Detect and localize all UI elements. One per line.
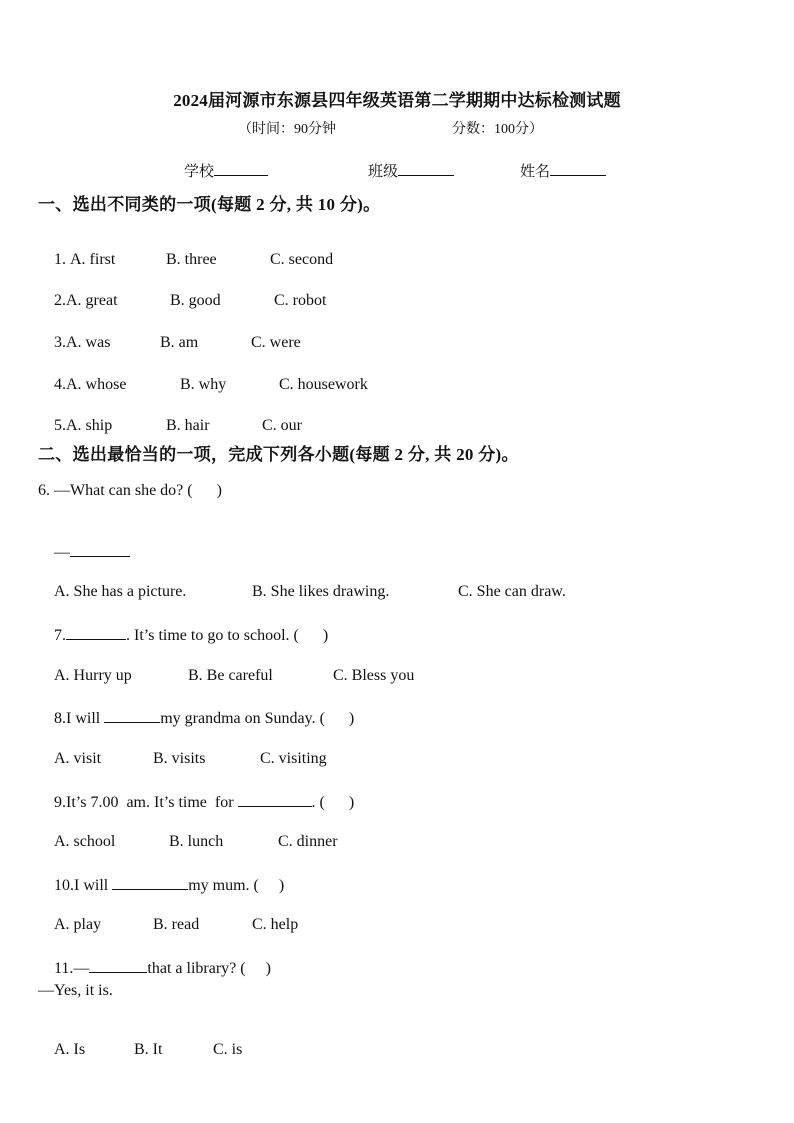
question-number: 1. [54, 251, 70, 268]
name-field [520, 160, 606, 181]
question-text: my grandma on Sunday. ( ) [160, 710, 355, 727]
option-a[interactable]: A. was [66, 334, 111, 351]
question-11-reply: —Yes, it is. [38, 982, 113, 999]
question-text: my mum. ( ) [188, 877, 285, 894]
option-a[interactable]: A. first [70, 251, 116, 268]
question-11-options [38, 1023, 242, 1077]
question-number: 7. [54, 627, 66, 644]
name-label: 姓名 [520, 164, 551, 180]
option-b[interactable]: B. why [180, 376, 227, 393]
section-2-heading: 二、选出最恰当的一项，完成下列各小题(每题 2 分, 共 20 分)。 [38, 445, 519, 464]
option-a[interactable]: A. ship [66, 417, 113, 434]
answer-blank[interactable] [66, 625, 126, 640]
school-field [184, 160, 268, 181]
exam-score: 分数：100分） [452, 122, 543, 137]
question-text: 10.I will [54, 877, 113, 894]
question-text: that a library? ( ) [147, 960, 271, 977]
option-c[interactable]: C. were [251, 334, 301, 351]
option-b[interactable]: B. It [134, 1041, 163, 1058]
option-b[interactable]: B. lunch [169, 833, 224, 850]
option-b[interactable]: B. Be careful [188, 667, 273, 684]
class-field [368, 160, 454, 181]
option-b[interactable]: B. visits [153, 750, 206, 767]
option-c[interactable]: C. help [252, 916, 299, 933]
page-title: 2024届河源市东源县四年级英语第二学期期中达标检测试题 [173, 91, 621, 110]
class-blank[interactable] [398, 161, 454, 176]
option-a[interactable]: A. Hurry up [54, 667, 132, 684]
option-a[interactable]: A. whose [66, 376, 127, 393]
option-a[interactable]: A. play [54, 916, 102, 933]
option-c[interactable]: C. second [270, 251, 334, 268]
option-c[interactable]: C. Bless you [333, 667, 415, 684]
section-1-heading: 一、选出不同类的一项(每题 2 分, 共 10 分)。 [38, 195, 381, 214]
option-a[interactable]: A. Is [54, 1041, 86, 1058]
answer-blank[interactable] [89, 958, 147, 973]
option-c[interactable]: C. is [213, 1041, 243, 1058]
class-label: 班级 [368, 164, 399, 180]
option-a[interactable]: A. great [66, 292, 118, 309]
question-6-stem: 6. —What can she do? ( ) [38, 482, 222, 499]
answer-blank[interactable] [70, 542, 130, 557]
question-text: 11.— [54, 960, 90, 977]
answer-blank[interactable] [104, 708, 160, 723]
dash: — [54, 544, 70, 561]
option-c[interactable]: C. dinner [278, 833, 338, 850]
school-blank[interactable] [214, 161, 268, 176]
option-b[interactable]: B. good [170, 292, 221, 309]
question-text: . ( ) [311, 794, 355, 811]
option-a[interactable]: A. school [54, 833, 116, 850]
option-c[interactable]: C. our [262, 417, 302, 434]
question-text: 9.It’s 7.00 am. It’s time for [54, 794, 238, 811]
answer-blank[interactable] [238, 792, 312, 807]
option-b[interactable]: B. read [153, 916, 200, 933]
name-blank[interactable] [550, 161, 606, 176]
question-number: 3. [54, 334, 66, 351]
question-number: 4. [54, 376, 66, 393]
question-number: 5. [54, 417, 66, 434]
school-label: 学校 [184, 164, 215, 180]
question-number: 2. [54, 292, 66, 309]
option-c[interactable]: C. visiting [260, 750, 327, 767]
option-b[interactable]: B. hair [166, 417, 210, 434]
question-text: . It’s time to go to school. ( ) [126, 627, 329, 644]
option-c[interactable]: C. She can draw. [458, 583, 566, 600]
option-b[interactable]: B. am [160, 334, 199, 351]
answer-blank[interactable] [112, 875, 188, 890]
exam-time: （时间：90分钟 [238, 122, 336, 137]
option-a[interactable]: A. She has a picture. [54, 583, 187, 600]
option-c[interactable]: C. robot [274, 292, 327, 309]
option-b[interactable]: B. three [166, 251, 217, 268]
option-b[interactable]: B. She likes drawing. [252, 583, 390, 600]
option-c[interactable]: C. housework [279, 376, 368, 393]
option-a[interactable]: A. visit [54, 750, 102, 767]
question-text: 8.I will [54, 710, 105, 727]
